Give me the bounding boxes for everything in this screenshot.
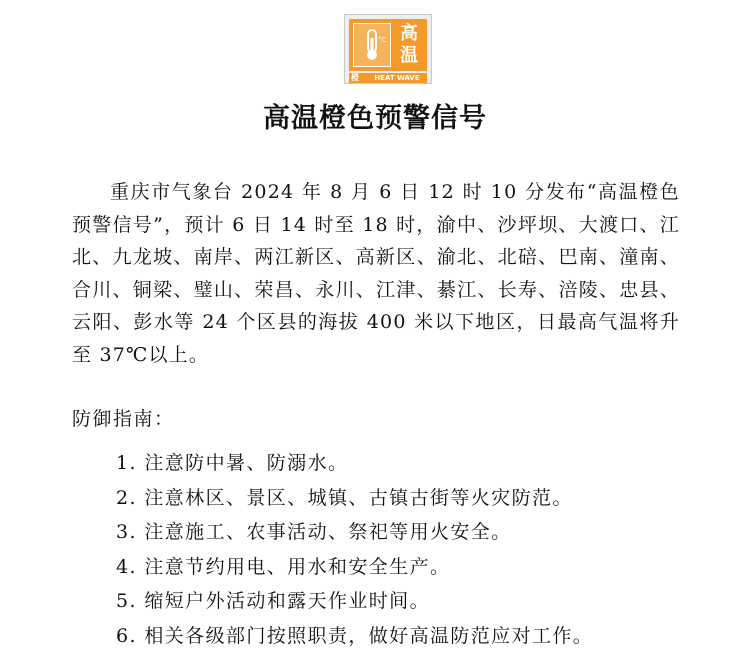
guide-list — [116, 446, 593, 653]
guide-item-6: 6. 相关各级部门按照职责，做好高温防范应对工作。 — [116, 624, 594, 647]
guide-heading: 防御指南： — [72, 408, 175, 430]
warning-body-text: 重庆市气象台 2024 年 8 月 6 日 12 时 10 分发布“高温橙色预警信号”，预计 6 日 14 时至 18 时，渝中、沙坪坝、大渡口、江北、九龙坡、南岸、两江新区、高新区、渝北、北碚、巴南、潼南、合川、铜梁、璧山、荣昌、永川、江津、綦江、长寿、涪陵、忠县、云阳、彭水等 24 个区县的海拔 400 米以下地区，日最高气温将升至 37℃以上。 — [72, 181, 680, 366]
guide-item-4: 4. 注意节约用电、用水和安全生产。 — [116, 555, 451, 578]
guide-item-1: 1. 注意防中暑、防溺水。 — [116, 452, 349, 474]
icon-caption: HEAT WAVE — [374, 74, 420, 82]
guide-item-3: 3. 注意施工、农事活动、祭祀等用火安全。 — [116, 521, 512, 543]
icon-caption-bar — [349, 73, 427, 83]
icon-char-bottom: 温 — [400, 45, 418, 66]
guide-item-2: 2. 注意林区、景区、城镇、古镇古街等火灾防范。 — [116, 486, 573, 509]
guide-item-5: 5. 缩短户外活动和露天作业时间。 — [116, 590, 430, 612]
warning-icon-panel — [349, 19, 427, 71]
heat-wave-warning-icon — [344, 14, 432, 84]
svg-text:°C: °C — [378, 36, 386, 44]
page-title: 高温橙色预警信号 — [263, 103, 487, 134]
thermometer-icon — [353, 23, 391, 67]
icon-level-char: 橙 — [351, 73, 359, 82]
icon-char-top: 高 — [400, 23, 418, 44]
